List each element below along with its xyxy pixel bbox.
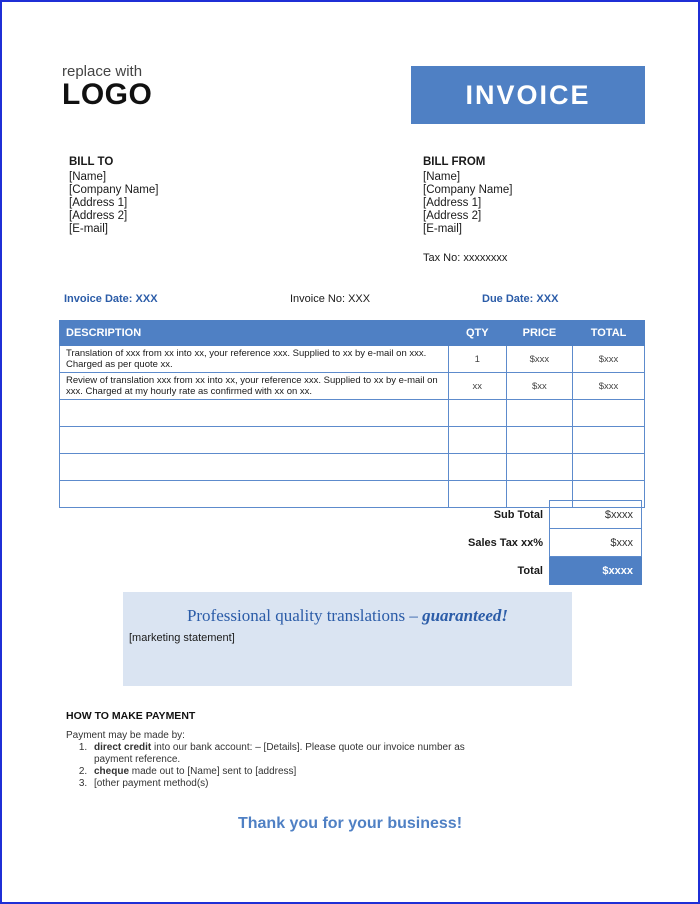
bill-to-block bbox=[69, 156, 158, 236]
tax-row bbox=[382, 529, 642, 557]
bill-to-email: [E-mail] bbox=[69, 223, 108, 235]
total-label: Total bbox=[517, 564, 543, 577]
tax-label: Sales Tax xx% bbox=[467, 536, 543, 549]
logo bbox=[62, 64, 152, 110]
payment-method-item: 3. [other payment method(s) bbox=[90, 778, 466, 790]
bill-from-address-1: [Address 1] bbox=[423, 197, 482, 209]
logo-caption: replace with bbox=[62, 63, 143, 80]
empty-row bbox=[60, 454, 645, 481]
row-price: $xxx bbox=[506, 346, 572, 373]
table-row bbox=[60, 373, 645, 400]
subtotal-label: Sub Total bbox=[493, 508, 543, 521]
payment-methods-list bbox=[66, 742, 466, 790]
payment-heading: HOW TO MAKE PAYMENT bbox=[66, 710, 196, 722]
header-total: TOTAL bbox=[573, 321, 645, 346]
header-description: DESCRIPTION bbox=[60, 321, 449, 346]
payment-method-item: 2. cheque made out to [Name] sent to [address] bbox=[90, 766, 466, 778]
due-date: Due Date: XXX bbox=[482, 293, 559, 305]
row-qty: 1 bbox=[448, 346, 506, 373]
invoice-number: Invoice No: XXX bbox=[290, 293, 371, 305]
line-items-table bbox=[59, 320, 645, 508]
thank-you-message: Thank you for your business! bbox=[237, 815, 463, 832]
bill-to-address-1: [Address 1] bbox=[69, 197, 128, 209]
bill-from-block bbox=[423, 156, 512, 236]
row-total: $xxx bbox=[573, 346, 645, 373]
marketing-headline: Professional quality translations – guaranteed! bbox=[186, 606, 509, 625]
row-qty: xx bbox=[448, 373, 506, 400]
marketing-statement: [marketing statement] bbox=[129, 632, 235, 644]
row-description: Review of translation xxx from xx into xx, your reference xxx. Supplied to xx by e-mail on xxx. Charged at my hourly rate as confirmed with xx on xx. bbox=[60, 373, 449, 400]
tax-value: $xxx bbox=[550, 529, 642, 557]
header-price: PRICE bbox=[506, 321, 572, 346]
bill-to-company: [Company Name] bbox=[69, 184, 159, 196]
bill-from-email: [E-mail] bbox=[423, 223, 462, 235]
subtotal-value: $xxxx bbox=[550, 501, 642, 529]
totals-table bbox=[382, 500, 642, 585]
row-total: $xxx bbox=[573, 373, 645, 400]
bill-from-company: [Company Name] bbox=[423, 184, 513, 196]
payment-section bbox=[66, 710, 466, 790]
empty-row bbox=[60, 400, 645, 427]
total-row bbox=[382, 557, 642, 585]
header-qty: QTY bbox=[448, 321, 506, 346]
bill-from-address-2: [Address 2] bbox=[423, 210, 482, 222]
payment-method-item: 1. direct credit into our bank account: – [Details]. Please quote our invoice number as payment reference. bbox=[90, 742, 466, 766]
subtotal-row bbox=[382, 501, 642, 529]
logo-text: LOGO bbox=[62, 78, 153, 111]
invoice-date: Invoice Date: XXX bbox=[64, 293, 158, 305]
bill-from-name: [Name] bbox=[423, 171, 461, 183]
row-description: Translation of xxx from xx into xx, your reference xxx. Supplied to xx by e-mail on xxx. Charged as per quote xx. bbox=[60, 346, 449, 373]
row-price: $xx bbox=[506, 373, 572, 400]
total-value: $xxxx bbox=[550, 557, 642, 585]
marketing-box bbox=[123, 592, 572, 686]
tax-number: Tax No: xxxxxxxx bbox=[423, 252, 508, 264]
table-header-row bbox=[60, 321, 645, 346]
table-row bbox=[60, 346, 645, 373]
bill-to-heading: BILL TO bbox=[69, 156, 114, 168]
bill-to-name: [Name] bbox=[69, 171, 107, 183]
invoice-title: INVOICE bbox=[411, 66, 645, 124]
bill-from-heading: BILL FROM bbox=[423, 156, 486, 168]
payment-intro: Payment may be made by: bbox=[66, 730, 185, 741]
bill-to-address-2: [Address 2] bbox=[69, 210, 128, 222]
empty-row bbox=[60, 427, 645, 454]
